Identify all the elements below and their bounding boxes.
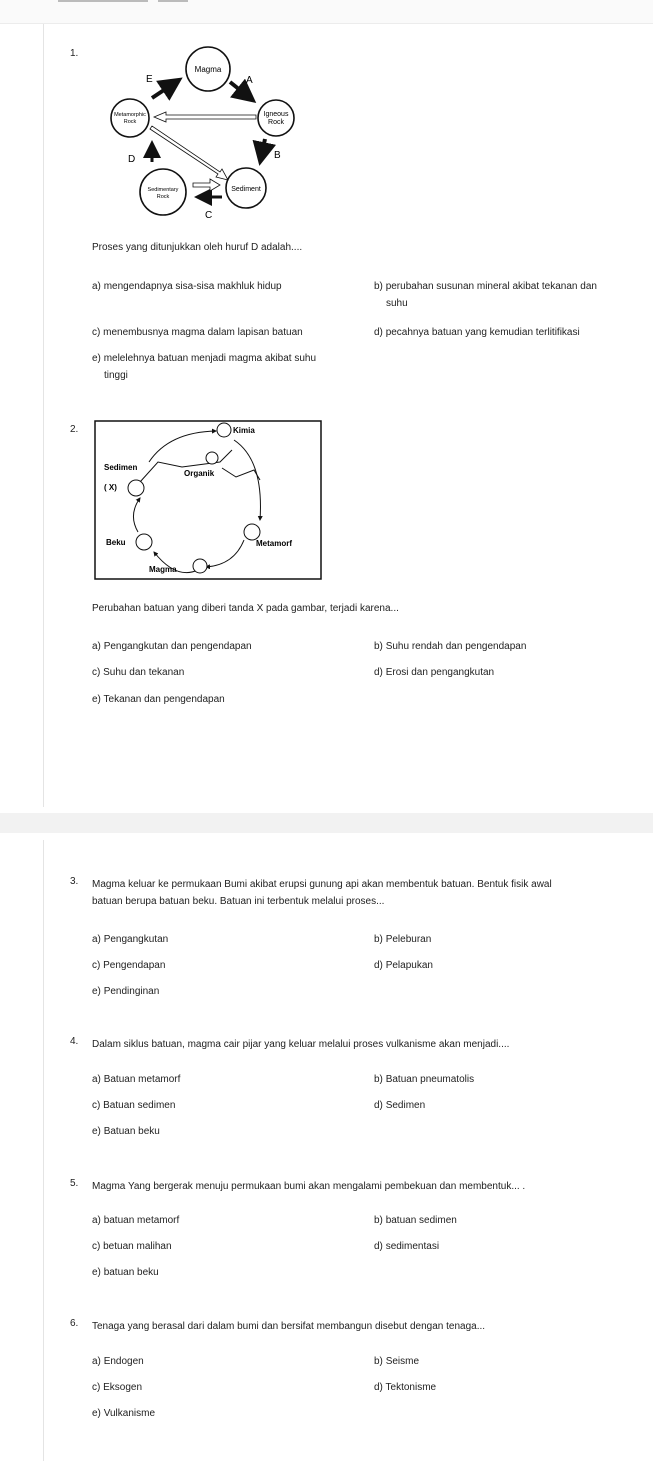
arrow-a <box>230 75 253 98</box>
answer-option[interactable]: d) Sedimen <box>374 1100 426 1111</box>
igneous-rock-node <box>258 100 294 136</box>
svg-text:A: A <box>246 75 253 86</box>
svg-text:Kimia: Kimia <box>233 426 255 435</box>
magma-node <box>186 47 230 91</box>
answer-option[interactable]: e) batuan beku <box>92 1267 159 1278</box>
svg-text:D: D <box>128 154 136 165</box>
question-text: Perubahan batuan yang diberi tanda X pada gambar, terjadi karena... <box>92 603 399 614</box>
answer-option[interactable]: b) Suhu rendah dan pengendapan <box>374 641 527 652</box>
question-number: 6. <box>70 1318 79 1329</box>
previous-section-band <box>0 0 653 24</box>
svg-text:Magma: Magma <box>149 565 177 574</box>
left-border-line <box>43 840 44 1461</box>
svg-text:Beku: Beku <box>106 538 126 547</box>
answer-option[interactable]: e) Batuan beku <box>92 1126 160 1137</box>
answer-option[interactable]: c) menembusnya magma dalam lapisan batuan <box>92 327 303 338</box>
question-number: 4. <box>70 1036 79 1047</box>
answer-option[interactable]: e) Vulkanisme <box>92 1408 156 1419</box>
rock-cycle-figure <box>108 46 316 226</box>
answer-option[interactable]: c) betuan malihan <box>92 1241 172 1252</box>
metamorphic-rock-node <box>111 99 149 137</box>
svg-text:Rock: Rock <box>123 119 137 125</box>
answer-option[interactable]: a) Pengangkutan <box>92 934 169 945</box>
kimia-node <box>217 423 255 437</box>
arrow-c <box>200 197 222 221</box>
answer-option[interactable]: b) perubahan susunan mineral akibat tekanan dan suhu <box>374 281 597 309</box>
answer-option[interactable]: d) Pelapukan <box>374 960 433 971</box>
answer-option[interactable]: c) Pengendapan <box>92 960 166 971</box>
question-number: 1. <box>70 48 79 59</box>
answer-option[interactable]: a) Batuan metamorf <box>92 1074 181 1085</box>
arrow-e <box>146 74 176 98</box>
svg-text:Metamorphic: Metamorphic <box>114 112 146 118</box>
svg-text:Rock: Rock <box>268 119 284 126</box>
sedimentary-rock-node <box>140 169 186 215</box>
svg-text:Magma: Magma <box>194 65 222 74</box>
clipped-text-fragment <box>58 0 198 4</box>
answer-option[interactable]: e) Pendinginan <box>92 986 160 997</box>
answer-option[interactable]: c) Eksogen <box>92 1382 143 1393</box>
question-number: 3. <box>70 876 79 887</box>
question-text: Tenaga yang berasal dari dalam bumi dan bersifat membangun disebut dengan tenaga... <box>92 1321 486 1332</box>
question-text: Dalam siklus batuan, magma cair pijar yang keluar melalui proses vulkanisme akan menjadi.... <box>92 1039 510 1050</box>
answer-option[interactable]: c) Batuan sedimen <box>92 1100 176 1111</box>
svg-text:B: B <box>274 150 281 161</box>
answer-option[interactable]: a) Endogen <box>92 1356 144 1367</box>
answer-option[interactable]: a) Pengangkutan dan pengendapan <box>92 641 252 652</box>
svg-text:E: E <box>146 74 153 85</box>
answer-option[interactable]: b) Batuan pneumatolis <box>374 1074 475 1085</box>
answer-option[interactable]: d) Erosi dan pengangkutan <box>374 667 495 678</box>
question-text: Magma keluar ke permukaan Bumi akibat erupsi gunung api akan membentuk batuan. Bentuk fisik awal batuan berupa batuan beku. Batuan ini terbentuk melalui proses... <box>92 879 552 907</box>
answer-option[interactable]: b) batuan sedimen <box>374 1215 457 1226</box>
sediment-node <box>226 168 266 208</box>
svg-text:Sedimentary: Sedimentary <box>147 187 179 193</box>
svg-text:Sedimen: Sedimen <box>104 463 138 472</box>
answer-option[interactable]: a) mengendapnya sisa-sisa makhluk hidup <box>92 281 282 292</box>
question-text: Proses yang ditunjukkan oleh huruf D adalah.... <box>92 242 303 253</box>
svg-text:Rock: Rock <box>156 194 170 200</box>
answer-option[interactable]: b) Seisme <box>374 1356 420 1367</box>
svg-text:Metamorf: Metamorf <box>256 539 293 548</box>
svg-text:C: C <box>205 210 213 221</box>
question-number: 2. <box>70 424 79 435</box>
section-divider <box>0 813 653 833</box>
answer-option[interactable]: d) sedimentasi <box>374 1241 440 1252</box>
answer-option[interactable]: a) batuan metamorf <box>92 1215 180 1226</box>
svg-text:Sediment: Sediment <box>231 186 261 193</box>
rock-transformation-figure <box>94 420 322 580</box>
answer-option[interactable]: e) Tekanan dan pengendapan <box>92 694 225 705</box>
svg-text:Organik: Organik <box>184 469 215 478</box>
left-border-line <box>43 24 44 807</box>
svg-text:Igneous: Igneous <box>263 111 289 118</box>
arrow-d <box>128 146 152 165</box>
arrow-sedimentary-to-sediment <box>193 179 220 191</box>
arrow-igneous-to-metamorphic <box>154 112 256 122</box>
question-number: 5. <box>70 1178 79 1189</box>
answer-option[interactable]: d) Tektonisme <box>374 1382 437 1393</box>
answer-option[interactable]: b) Peleburan <box>374 934 432 945</box>
answer-option[interactable]: e) melelehnya batuan menjadi magma akibat suhu tinggi <box>92 353 317 381</box>
answer-option[interactable]: d) pecahnya batuan yang kemudian terlitifikasi <box>374 327 580 338</box>
arrow-b <box>261 139 281 161</box>
question-text: Magma Yang bergerak menuju permukaan bumi akan mengalami pembekuan dan membentuk... . <box>92 1181 526 1192</box>
svg-text:( X): ( X) <box>104 483 117 492</box>
figure-frame <box>95 421 321 579</box>
answer-option[interactable]: c) Suhu dan tekanan <box>92 667 185 678</box>
